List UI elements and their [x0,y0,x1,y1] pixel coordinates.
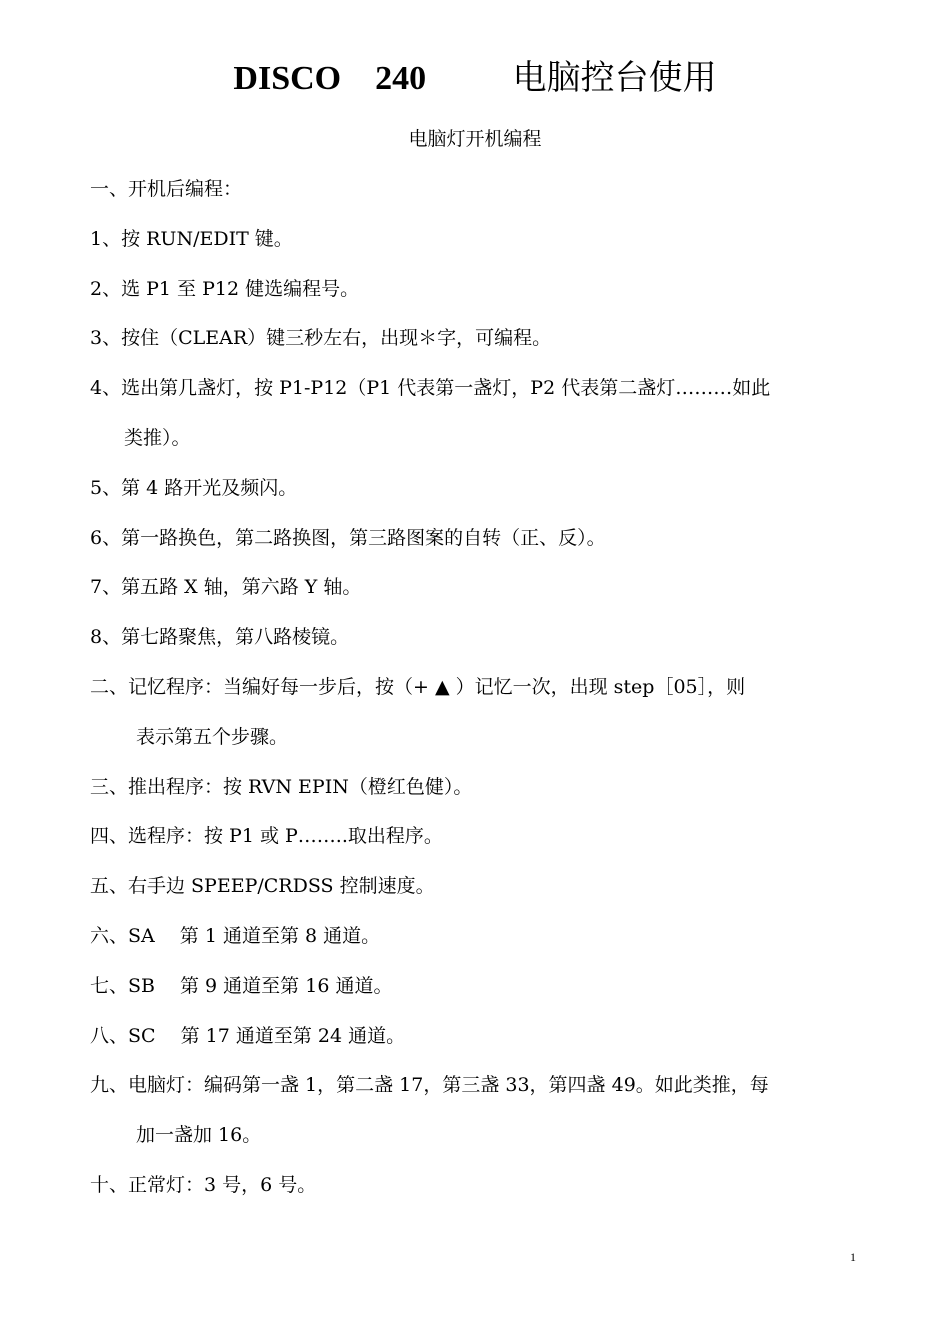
step-5: 5、第 4 路开光及频闪。 [90,477,298,499]
page-number: 1 [850,1250,856,1264]
section-2: 二、记忆程序：当编好每一步后，按（+ ▲ ）记忆一次，出现 step［05］，则 [90,676,746,698]
section-6: 六、SA 第 1 通道至第 8 通道。 [90,925,381,947]
section-10: 十、正常灯：3 号，6 号。 [90,1174,317,1196]
document-title [0,58,950,99]
document-subtitle: 电脑灯开机编程 [408,128,542,150]
section-3: 三、推出程序：按 RVN EPIN（橙红色健）。 [90,776,473,798]
section-heading-1: 一、开机后编程： [90,178,243,200]
section-4: 四、选程序：按 P1 或 P……..取出程序。 [90,825,443,847]
section-9: 九、电脑灯：编码第一盏 1，第二盏 17，第三盏 33，第四盏 49。如此类推，每 [90,1074,769,1096]
section-5: 五、右手边 SPEEP/CRDSS 控制速度。 [90,875,435,897]
step-1: 1、按 RUN/EDIT 键。 [90,228,293,250]
title-cjk: 电脑控台使用 [512,58,717,98]
section-8: 八、SC 第 17 通道至第 24 通道。 [90,1025,406,1047]
step-4: 4、选出第几盏灯，按 P1-P12（P1 代表第一盏灯，P2 代表第二盏灯………如此 [90,377,771,399]
section-7: 七、SB 第 9 通道至第 16 通道。 [90,975,393,997]
section-9-continued: 加一盏加 16。 [136,1124,262,1146]
step-7: 7、第五路 X 轴，第六路 Y 轴。 [90,576,362,598]
step-3: 3、按住（CLEAR）键三秒左右，出现＊字，可编程。 [90,327,552,349]
section-2-continued: 表示第五个步骤。 [136,726,289,748]
step-8: 8、第七路聚焦，第八路棱镜。 [90,626,350,648]
step-4-continued: 类推）。 [124,427,191,449]
step-2: 2、选 P1 至 P12 健选编程号。 [90,278,360,300]
title-latin: DISCO 240 [233,60,427,97]
step-6: 6、第一路换色，第二路换图，第三路图案的自转（正、反）。 [90,527,606,549]
